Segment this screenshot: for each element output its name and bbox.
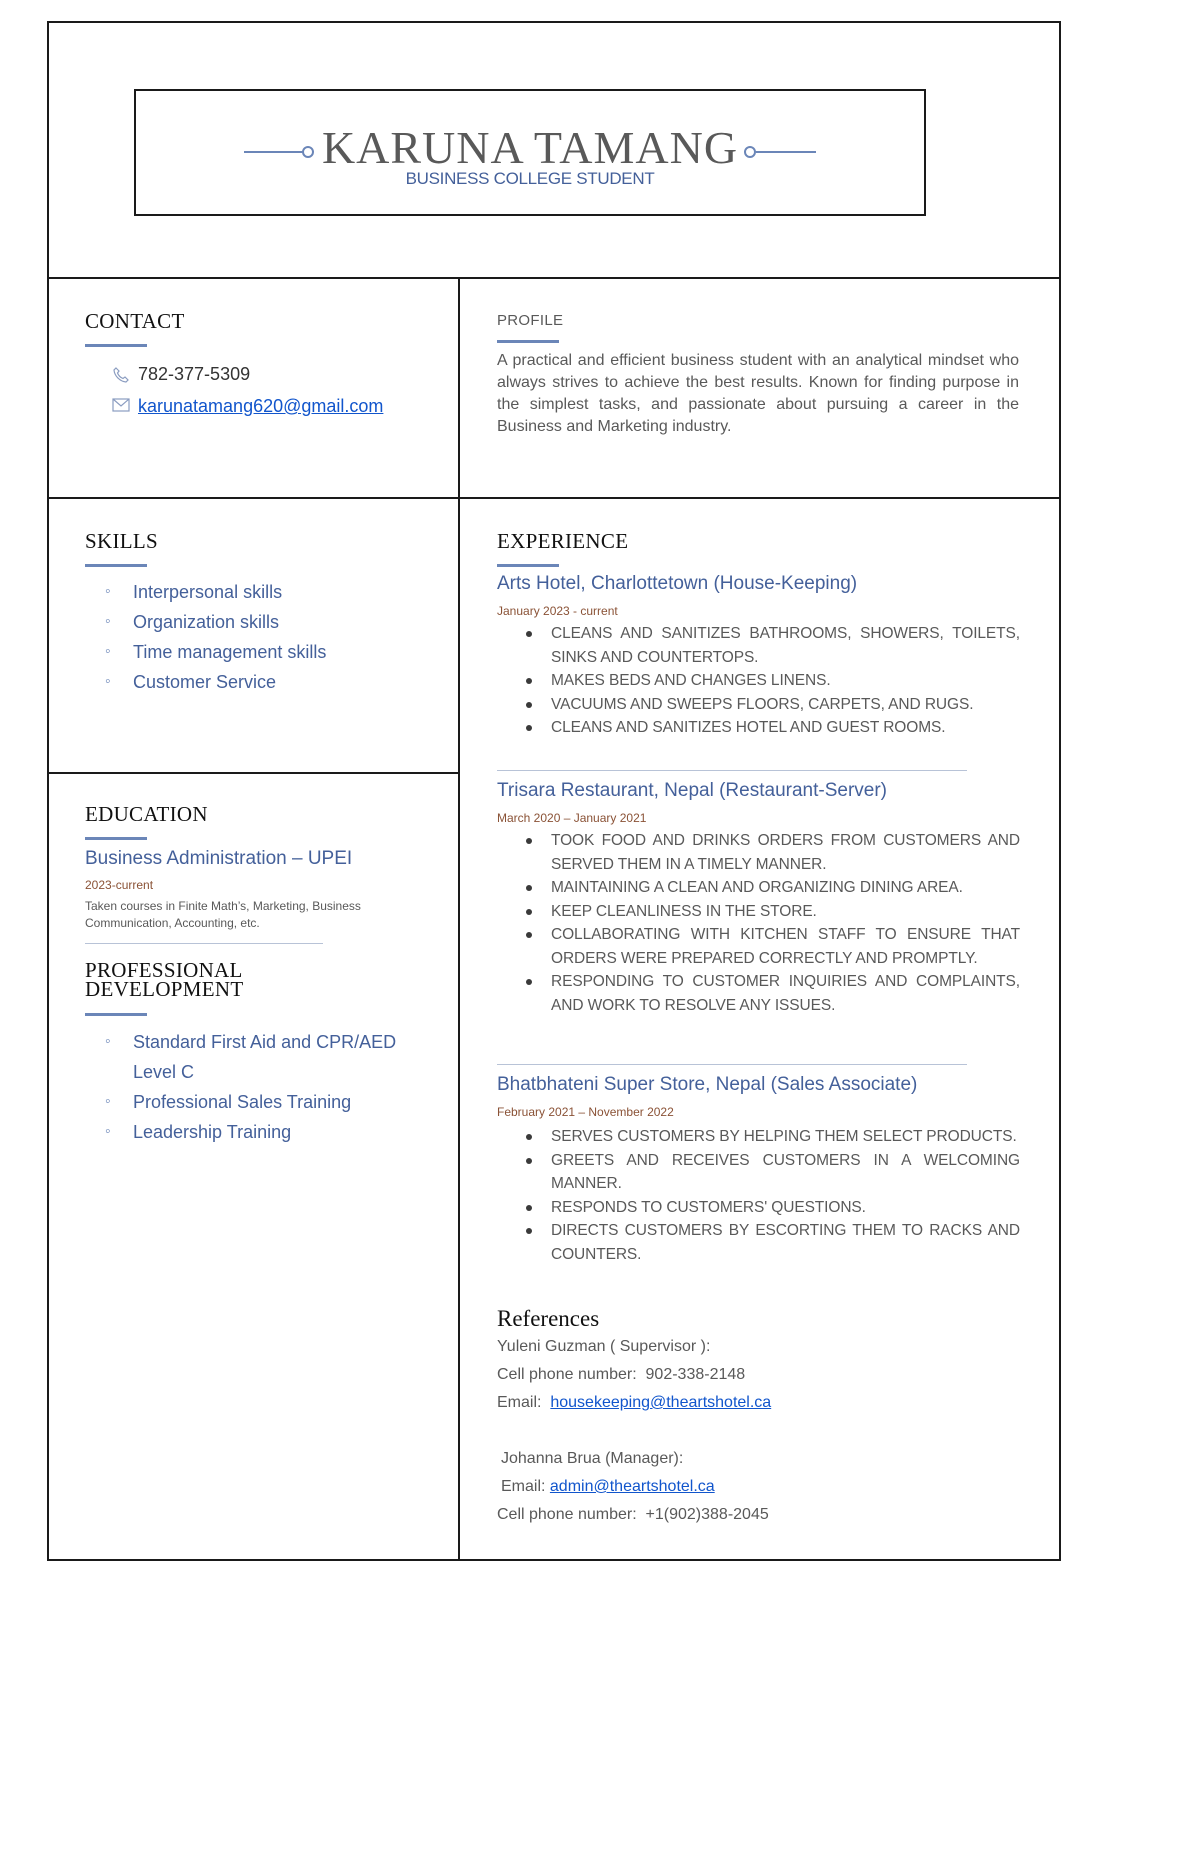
job-title: Bhatbhateni Super Store, Nepal (Sales Associate) (497, 1074, 918, 1095)
candidate-name: KARUNA TAMANG (321, 122, 739, 173)
professional-development-list (103, 1027, 396, 1147)
job-title: Trisara Restaurant, Nepal (Restaurant-Server) (497, 780, 887, 801)
job-duty: COLLABORATING WITH KITCHEN STAFF TO ENSURE THAT ORDERS WERE PREPARED CORRECTLY AND PROMPTLY. (524, 923, 1020, 970)
phone-icon (110, 366, 132, 384)
job-duty: RESPONDING TO CUSTOMER INQUIRIES AND COMPLAINTS, AND WORK TO RESOLVE ANY ISSUES. (524, 970, 1020, 1017)
job-date: January 2023 - current (497, 604, 618, 618)
profile-heading: PROFILE (497, 312, 564, 329)
job-duty: VACUUMS AND SWEEPS FLOORS, CARPETS, AND RUGS. (524, 693, 1020, 717)
professional-development-item: ◦ Professional Sales Training (103, 1087, 396, 1117)
reference-2-phone-row (497, 1506, 769, 1524)
education-date: 2023-current (85, 878, 154, 892)
skills-list (103, 577, 326, 697)
contact-heading: CONTACT (85, 309, 185, 333)
job-duty: MAINTAINING A CLEAN AND ORGANIZING DINING AREA. (524, 876, 1020, 900)
job-duty: GREETS AND RECEIVES CUSTOMERS IN A WELCOMING MANNER. (524, 1149, 1020, 1196)
grid-divider (47, 497, 1061, 499)
job-duty: DIRECTS CUSTOMERS BY ESCORTING THEM TO RACKS AND COUNTERS. (524, 1219, 1020, 1266)
professional-development-item: ◦ Leadership Training (103, 1117, 396, 1147)
contact-phone: 782-377-5309 (138, 364, 251, 384)
heading-rule (497, 564, 559, 567)
profile-text: A practical and efficient business student with an analytical mindset who always strives to achieve the best results. Known for finding purpose in the simplest tasks, and passionate about pursuing a career in the Business and Marketing industry. (497, 352, 1019, 435)
education-title: Business Administration – UPEI (85, 848, 353, 869)
heading-rule (85, 837, 147, 840)
reference-1-phone-label: Cell phone number: (497, 1366, 637, 1383)
section-separator (497, 1064, 967, 1065)
job-duties (524, 1125, 1020, 1266)
reference-2-phone: +1(902)388-2045 (645, 1506, 769, 1523)
skill-item: ◦ Organization skills (103, 607, 326, 637)
reference-2-email-link[interactable]: admin@theartshotel.ca (549, 1478, 715, 1495)
decorative-dot-right (744, 146, 756, 158)
professional-development-item: ◦ Standard First Aid and CPR/AED (103, 1027, 396, 1057)
reference-1-email-row (497, 1394, 771, 1412)
heading-rule (85, 344, 147, 347)
job-duty: CLEANS AND SANITIZES HOTEL AND GUEST ROOMS. (524, 716, 1020, 740)
skill-item: ◦ Interpersonal skills (103, 577, 326, 607)
section-separator (497, 770, 967, 771)
reference-2-phone-label: Cell phone number: (497, 1506, 637, 1523)
contact-email-link[interactable]: karunatamang620@gmail.com (138, 396, 384, 416)
decorative-line-right (756, 151, 816, 153)
job-duty: SERVES CUSTOMERS BY HELPING THEM SELECT PRODUCTS. (524, 1125, 1020, 1149)
heading-rule (497, 340, 559, 343)
job-date: March 2020 – January 2021 (497, 811, 647, 825)
grid-divider (458, 277, 460, 1561)
professional-development-heading (85, 958, 244, 1001)
reference-1-email-link[interactable]: housekeeping@theartshotel.ca (550, 1394, 772, 1411)
experience-heading: EXPERIENCE (497, 529, 629, 553)
reference-1-email-label: Email: (497, 1394, 542, 1411)
section-separator (85, 943, 323, 944)
reference-2-name: Johanna Brua (Manager): (501, 1450, 684, 1467)
job-duties (524, 622, 1020, 740)
contact-email-row (110, 396, 383, 417)
job-duty: MAKES BEDS AND CHANGES LINENS. (524, 669, 1020, 693)
job-date: February 2021 – November 2022 (497, 1105, 674, 1119)
skill-item: ◦ Customer Service (103, 667, 326, 697)
reference-2-email-label: Email: (501, 1478, 546, 1495)
heading-rule (85, 1013, 147, 1016)
skills-heading: SKILLS (85, 529, 158, 553)
skill-item: ◦ Time management skills (103, 637, 326, 667)
grid-divider (47, 772, 459, 774)
professional-development-heading-line1: PROFESSIONAL (85, 958, 243, 982)
reference-1-phone: 902-338-2148 (645, 1366, 746, 1383)
heading-rule (85, 564, 147, 567)
job-duty: RESPONDS TO CUSTOMERS' QUESTIONS. (524, 1196, 1020, 1220)
candidate-subtitle: BUSINESS COLLEGE STUDENT (405, 169, 655, 188)
professional-development-heading-line2: DEVELOPMENT (85, 977, 244, 1001)
references-heading: References (497, 1306, 600, 1331)
job-duty: CLEANS AND SANITIZES BATHROOMS, SHOWERS, TOILETS, SINKS AND COUNTERTOPS. (524, 622, 1020, 669)
education-description: Taken courses in Finite Math’s, Marketing, Business Communication, Accounting, etc. (85, 899, 361, 930)
job-duty: TOOK FOOD AND DRINKS ORDERS FROM CUSTOMERS AND SERVED THEM IN A TIMELY MANNER. (524, 829, 1020, 876)
reference-1-phone-row (497, 1366, 745, 1384)
reference-2-email-row (501, 1478, 715, 1496)
professional-development-item-continuation: Level C (133, 1062, 195, 1082)
envelope-icon (110, 398, 132, 416)
grid-divider (47, 277, 1061, 279)
education-heading: EDUCATION (85, 802, 208, 826)
reference-1-name: Yuleni Guzman ( Supervisor ): (497, 1338, 711, 1355)
name-box (134, 89, 926, 216)
job-duties (524, 829, 1020, 1017)
job-duty: KEEP CLEANLINESS IN THE STORE. (524, 900, 1020, 924)
job-title: Arts Hotel, Charlottetown (House-Keeping) (497, 573, 858, 594)
contact-phone-row (110, 364, 250, 385)
